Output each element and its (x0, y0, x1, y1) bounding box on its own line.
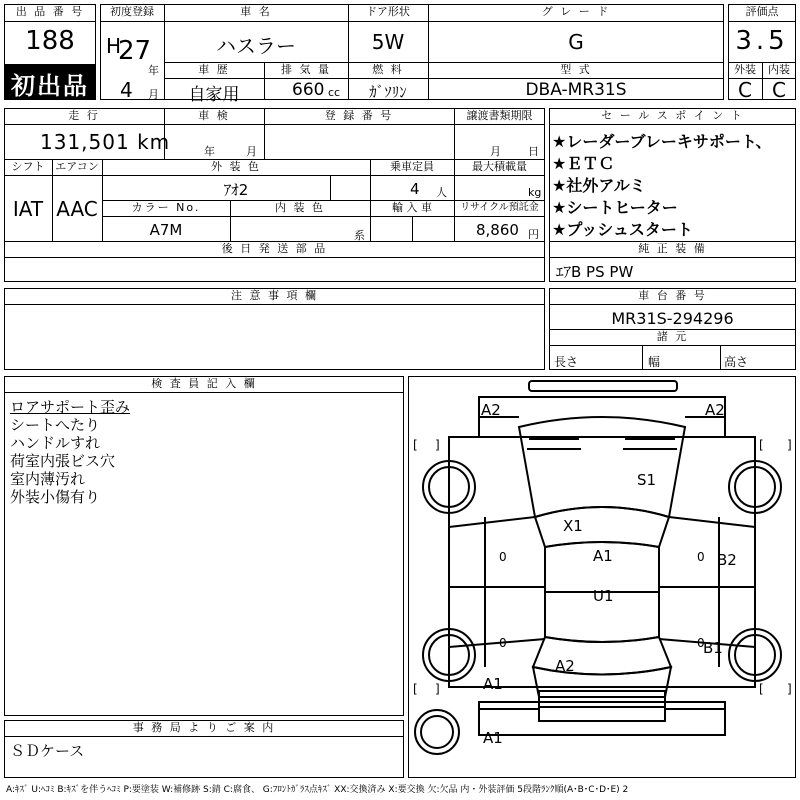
load-unit: kg (528, 186, 542, 199)
transfer-label: 譲渡書類期限 (466, 109, 533, 122)
grade-label: グ レ ー ド (541, 5, 611, 18)
door-value: 5W (371, 30, 405, 54)
svg-text:]: ] (435, 682, 440, 696)
damage-mark: A2 (705, 401, 725, 419)
interior-value: C (772, 78, 786, 102)
car-outline (409, 377, 795, 777)
inspector-line: ハンドルすれ (10, 434, 101, 452)
inspection-label: 車 検 (198, 109, 230, 122)
reg-year: 27 (118, 36, 152, 66)
car-name: ハスラー (216, 34, 296, 58)
svg-text:]: ] (787, 682, 792, 696)
chassis-label: 車 台 番 号 (638, 289, 707, 302)
inspector-line: 室内薄汚れ (10, 470, 86, 488)
dims-label: 諸 元 (656, 330, 689, 343)
damage-mark: A1 (483, 729, 503, 747)
inspection-month: 月 (246, 145, 257, 158)
car-name-label: 車 名 (240, 5, 272, 18)
width-label: 幅 (648, 355, 661, 369)
inspector-line: 荷室内張ビス穴 (10, 452, 116, 470)
sales-points-label: セ ー ル ス ポ イ ン ト (601, 109, 744, 122)
year-unit: 年 (148, 64, 159, 77)
office-text: ＳＤケース (10, 742, 85, 760)
damage-mark: B1 (703, 639, 723, 657)
displacement-value: 660 (292, 80, 325, 100)
damage-mark: B2 (717, 551, 737, 569)
door-label: ドア形状 (366, 5, 410, 18)
notes-label: 注 意 事 項 欄 (231, 289, 318, 302)
recycle-unit: 円 (528, 228, 539, 241)
ext-color-value: ｱｵ2 (223, 181, 249, 199)
grade-value: G (568, 30, 584, 54)
damage-mark: U1 (593, 587, 614, 605)
reg-label: 初度登録 (110, 5, 154, 18)
inspector-line: 外装小傷有り (10, 488, 101, 506)
inspector-line: シートへたり (10, 416, 101, 434)
length-label: 長さ (554, 355, 579, 369)
shift-value: IAT (12, 197, 44, 221)
color-no-label: カラー No. (131, 201, 201, 214)
displacement-label: 排 気 量 (281, 63, 331, 76)
reg-num-label: 登 録 番 号 (324, 109, 394, 122)
color-no-value: A7M (149, 221, 183, 239)
svg-text:0: 0 (499, 636, 507, 650)
office-label: 事 務 局 よ り ご 案 内 (132, 721, 276, 734)
sales-point-item: ★社外アルミ (552, 176, 646, 195)
legend: A:ｷｽﾞ U:ﾍｺﾐ B:ｷｽﾞを伴うﾍｺﾐ P:要塗装 W:補修跡 S:錆 C:腐食、 G:ﾌﾛﾝﾄｶﾞﾗｽ点ｷｽﾞ XX:交換済み X:要交換 欠:欠品 内・外装評価 5段階ﾗﾝｸ順(A･B･C･D･E) 2 (6, 785, 629, 795)
displacement-unit: cc (328, 86, 341, 99)
svg-text:0: 0 (697, 636, 705, 650)
svg-text:]: ] (435, 438, 440, 452)
height-label: 高さ (724, 355, 749, 369)
inspector-line: ロアサポート歪み (10, 398, 131, 416)
equipment-label: 純 正 装 備 (638, 242, 707, 255)
fuel-value: ｶﾞｿﾘﾝ (369, 83, 407, 101)
damage-mark: A1 (483, 675, 503, 693)
capacity-value: 4 (410, 180, 420, 198)
recycle-value: 8,860 (476, 221, 519, 239)
svg-text:[: [ (413, 438, 418, 452)
inspector-label: 検 査 員 記 入 欄 (151, 377, 257, 390)
sales-point-item: ★ＥＴＣ (552, 154, 615, 173)
history-label: 車 歴 (198, 63, 230, 76)
inspection-year: 年 (204, 145, 215, 158)
shift-label: シフト (11, 160, 45, 173)
damage-mark: A2 (555, 657, 575, 675)
exterior-label: 外装 (734, 63, 756, 76)
lot-number: 188 (25, 26, 75, 56)
svg-text:]: ] (787, 438, 792, 452)
sales-point-item: ★シートヒーター (552, 198, 678, 217)
damage-mark: X1 (563, 517, 583, 535)
reg-month: 4 (120, 78, 133, 102)
damage-mark: S1 (637, 471, 657, 489)
equipment-value: ｴｱB PS PW (556, 263, 634, 281)
fuel-label: 燃 料 (372, 63, 404, 76)
sales-point-item: ★プッシュスタート (552, 220, 693, 239)
sales-point-item: ★レーダーブレーキサポート、 (552, 132, 772, 151)
transfer-month: 月 (490, 145, 501, 158)
history-value: 自家用 (188, 85, 240, 105)
ac-value: AAC (56, 197, 98, 221)
capacity-label: 乗車定員 (390, 160, 434, 173)
svg-text:[: [ (759, 438, 764, 452)
car-diagram (408, 376, 796, 778)
reg-era: H (106, 34, 122, 58)
damage-mark: A2 (481, 401, 501, 419)
recycle-label: リサイクル預託金 (460, 202, 539, 213)
int-color-label: 内 装 色 (275, 201, 325, 214)
exterior-value: C (738, 78, 752, 102)
model-label: 型 式 (560, 63, 592, 76)
mileage-value: 131,501 km (40, 130, 171, 154)
score-value: 3.5 (735, 26, 789, 56)
svg-text:0: 0 (697, 550, 705, 564)
later-parts-label: 後 日 発 送 部 品 (221, 242, 328, 255)
damage-mark: A1 (593, 547, 613, 565)
lot-label: 出 品 番 号 (15, 5, 85, 18)
score-label: 評価点 (745, 5, 779, 18)
transfer-day: 日 (528, 145, 539, 158)
first-listing-badge: 初出品 (11, 72, 89, 100)
int-color-suffix: 系 (354, 229, 365, 242)
capacity-unit: 人 (436, 186, 447, 199)
svg-text:[: [ (413, 682, 418, 696)
mileage-label: 走 行 (68, 109, 100, 122)
model-value: DBA-MR31S (525, 80, 627, 100)
import-label: 輸 入 車 (392, 201, 432, 214)
chassis-value: MR31S-294296 (611, 309, 734, 328)
interior-label: 内装 (768, 63, 790, 76)
load-label: 最大積載量 (472, 160, 527, 173)
ac-label: エアコン (55, 160, 99, 173)
svg-text:0: 0 (499, 550, 507, 564)
ext-color-label: 外 装 色 (211, 160, 261, 173)
month-unit: 月 (148, 88, 159, 101)
svg-text:[: [ (759, 682, 764, 696)
